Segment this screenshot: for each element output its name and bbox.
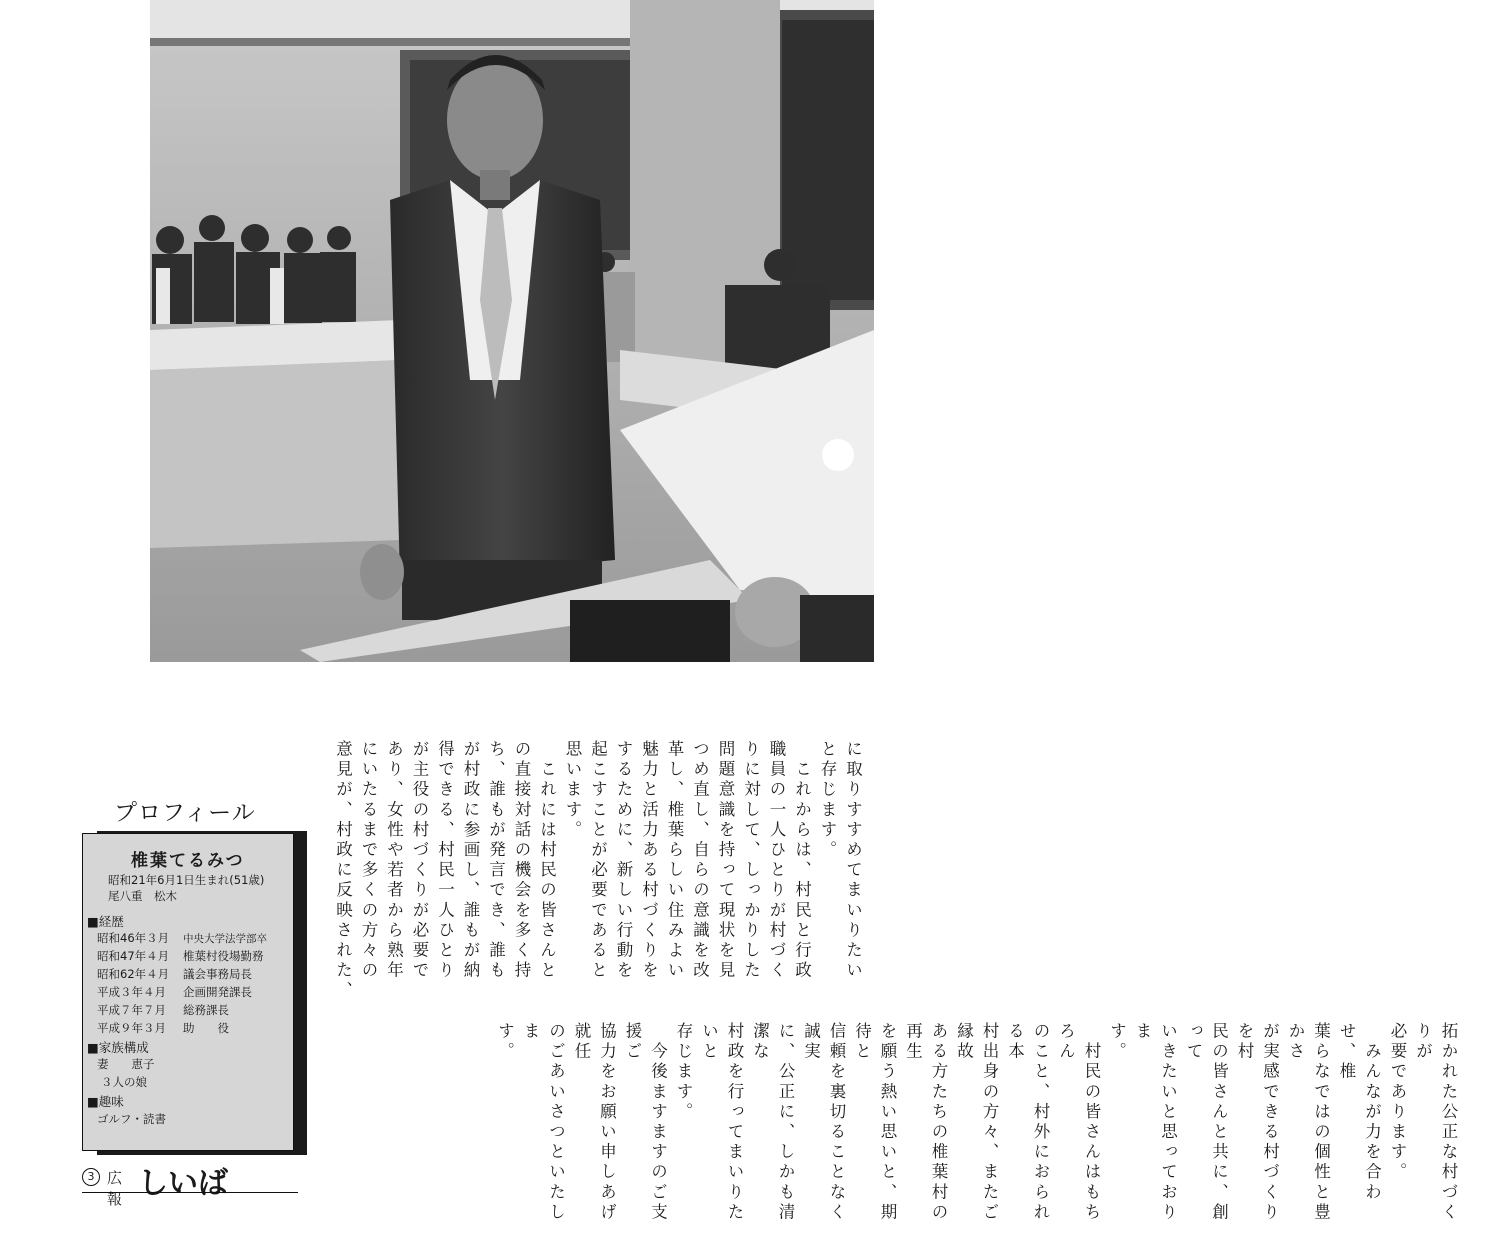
- profile-birth: 昭和21年6月1日生まれ(51歳): [108, 873, 265, 887]
- article-line: 今後ますますのご支援ご: [623, 1022, 668, 1223]
- career-date: 平成７年７月: [97, 1003, 166, 1017]
- article-line: 必要であります。: [1388, 1022, 1407, 1183]
- profile-name: 椎葉てるみつ: [131, 851, 245, 871]
- article-line: 協力をお願い申しあげ就任: [572, 1022, 617, 1223]
- article-line: 革し、椎葉らしい住みよい: [665, 740, 684, 982]
- career-text: 中央大学法学部卒: [183, 933, 267, 945]
- article-line: 意見が、村政に反映された、: [333, 740, 353, 1002]
- article-line: これからは、村民と行政: [792, 740, 812, 982]
- career-label: ■経歴: [87, 914, 124, 929]
- article-line: のごあいさつといたしま: [521, 1022, 566, 1223]
- article-line: 信頼を裏切ることなく誠実: [801, 1022, 846, 1223]
- article-line: の直接対話の機会を多く持: [512, 740, 531, 982]
- article-line: と存じます。: [818, 740, 837, 861]
- career-date: 平成９年３月: [97, 1021, 166, 1035]
- family-label: ■家族構成: [87, 1040, 149, 1055]
- article-line: に、公正に、しかも清潔な: [750, 1022, 795, 1223]
- article-line: が実感できる村づくりを村: [1235, 1022, 1280, 1223]
- article-line: 思います。: [563, 740, 582, 841]
- article-line: にいたるまで多くの方々の: [359, 740, 378, 982]
- article-line: が村政に参画し、誰もが納: [461, 740, 480, 982]
- article-line: に取りすすめてまいりたい: [843, 740, 863, 982]
- career-date: 平成３年４月: [97, 985, 166, 999]
- career-date: 昭和47年４月: [97, 949, 170, 963]
- article-line: りに対して、しっかりした: [741, 740, 761, 982]
- article-line: 問題意識を持って現状を見: [716, 740, 735, 982]
- publication-prefix: 広報: [107, 1169, 123, 1208]
- article-line: みんなが力を合わせ、椎: [1337, 1022, 1382, 1203]
- career-date: 昭和62年４月: [97, 967, 170, 981]
- family-member: 妻 恵子: [97, 1057, 155, 1071]
- hobby-label: ■趣味: [87, 1094, 124, 1109]
- article-line: が主役の村づくりが必要で: [410, 740, 429, 982]
- article-line: 葉らなではの個性と豊かさ: [1286, 1022, 1331, 1223]
- career-text: 助 役: [183, 1021, 229, 1035]
- family-member: ３人の娘: [101, 1075, 147, 1089]
- article-line: これには村民の皆さんと: [537, 740, 557, 982]
- article-line: あり、女性や若者から熟年: [384, 740, 404, 982]
- article-line: つめ直し、自らの意識を改: [690, 740, 710, 982]
- career-text: 椎葉村役場勤務: [183, 949, 264, 963]
- article-line: 村民の皆さんはもちろん: [1056, 1022, 1101, 1223]
- article-line: するために、新しい行動を: [614, 740, 633, 982]
- article-line: 拓かれた公正な村づくりが: [1413, 1022, 1458, 1223]
- publication-name: しいば: [138, 1166, 228, 1201]
- footer-rule: [82, 1192, 298, 1193]
- career-text: 総務課長: [183, 1003, 229, 1017]
- article-line: 起こすことが必要であると: [588, 740, 608, 982]
- hobby-text: ゴルフ・読書: [97, 1112, 166, 1126]
- article-line: 村出身の方々、またご縁故: [954, 1022, 999, 1223]
- article-line: す。: [1107, 1022, 1127, 1063]
- article-line: 民の皆さんと共に、創って: [1184, 1022, 1229, 1223]
- article-line: 存じます。: [674, 1022, 693, 1123]
- ceremony-photo: [150, 0, 874, 662]
- profile-box: [82, 833, 294, 1151]
- profile-heading: プロフィール: [114, 800, 256, 826]
- article-line: を願う熱い思いと、期待と: [852, 1022, 897, 1223]
- profile-residence: 尾八重 松木: [108, 889, 177, 903]
- career-date: 昭和46年３月: [97, 931, 170, 945]
- article-line: す。: [495, 1022, 515, 1063]
- article-line: 村政を行ってまいりたいと: [699, 1022, 744, 1223]
- career-text: 議会事務局長: [183, 967, 252, 981]
- article-line: いきたいと思っておりま: [1133, 1022, 1178, 1223]
- article-body-lower: [492, 1022, 1487, 1227]
- page-number: 3: [82, 1168, 100, 1186]
- article-line: 得できる、村民一人ひとり: [435, 740, 455, 982]
- photo-illustration: [150, 0, 874, 662]
- article-line: 魅力と活力ある村づくりを: [639, 740, 659, 982]
- article-line: のこと、村外におられる本: [1005, 1022, 1050, 1223]
- article-line: 職員の一人ひとりが村づく: [767, 740, 786, 982]
- article-line: ある方たちの椎葉村の再生: [903, 1022, 948, 1223]
- article-line: ち、誰もが発言でき、誰も: [486, 740, 506, 982]
- career-text: 企画開発課長: [183, 985, 252, 999]
